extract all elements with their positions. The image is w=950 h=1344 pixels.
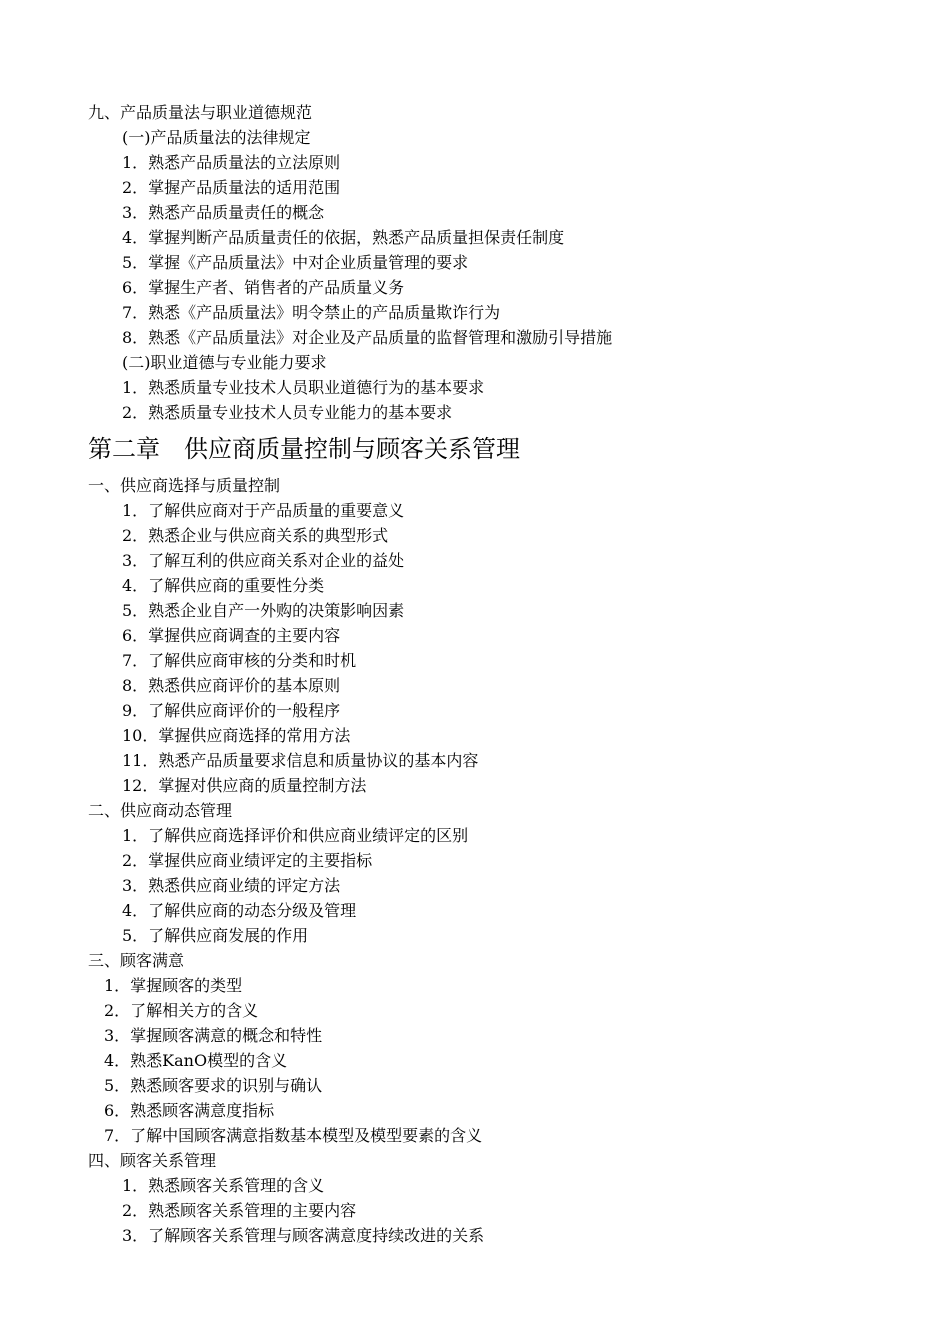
list-item: 2．熟悉企业与供应商关系的典型形式 (122, 526, 389, 545)
list-item: 5．熟悉顾客要求的识别与确认 (104, 1076, 323, 1095)
list-item: 3．熟悉供应商业绩的评定方法 (122, 876, 341, 895)
list-item: 2．掌握供应商业绩评定的主要指标 (122, 851, 373, 870)
list-item: 4．了解供应商的动态分级及管理 (122, 901, 357, 920)
list-item: 8．熟悉《产品质量法》对企业及产品质量的监督管理和激励引导措施 (122, 328, 613, 347)
list-item: 1．熟悉质量专业技术人员职业道德行为的基本要求 (122, 378, 485, 397)
list-item: 2．熟悉质量专业技术人员专业能力的基本要求 (122, 403, 453, 422)
list-item: 6．熟悉顾客满意度指标 (104, 1101, 275, 1120)
chapter-title: 第二章 供应商质量控制与顾客关系管理 (88, 435, 520, 463)
list-item: 6．掌握供应商调查的主要内容 (122, 626, 341, 645)
list-item: 4．掌握判断产品质量责任的依据，熟悉产品质量担保责任制度 (122, 228, 565, 247)
list-item: 8．熟悉供应商评价的基本原则 (122, 676, 341, 695)
list-item: 5．掌握《产品质量法》中对企业质量管理的要求 (122, 253, 469, 272)
subsection-heading: (二)职业道德与专业能力要求 (122, 353, 327, 372)
list-item: 1．熟悉顾客关系管理的含义 (122, 1176, 325, 1195)
list-item: 2．了解相关方的含义 (104, 1001, 259, 1020)
document-content (88, 100, 888, 1248)
list-item: 10．掌握供应商选择的常用方法 (122, 726, 351, 745)
list-item: 7．熟悉《产品质量法》明令禁止的产品质量欺诈行为 (122, 303, 501, 322)
list-item: 4．熟悉KanO模型的含义 (104, 1051, 288, 1070)
list-item: 5．了解供应商发展的作用 (122, 926, 309, 945)
section-heading: 一、供应商选择与质量控制 (88, 476, 281, 495)
list-item: 9．了解供应商评价的一般程序 (122, 701, 341, 720)
list-item: 7．了解供应商审核的分类和时机 (122, 651, 357, 670)
list-item: 2．熟悉顾客关系管理的主要内容 (122, 1201, 357, 1220)
list-item: 12．掌握对供应商的质量控制方法 (122, 776, 367, 795)
list-item: 2．掌握产品质量法的适用范围 (122, 178, 341, 197)
list-item: 7．了解中国顾客满意指数基本模型及模型要素的含义 (104, 1126, 483, 1145)
list-item: 1．了解供应商选择评价和供应商业绩评定的区别 (122, 826, 469, 845)
section-heading: 二、供应商动态管理 (88, 801, 233, 820)
list-item: 5．熟悉企业自产一外购的决策影响因素 (122, 601, 405, 620)
list-item: 3．了解顾客关系管理与顾客满意度持续改进的关系 (122, 1226, 485, 1245)
list-item: 3．掌握顾客满意的概念和特性 (104, 1026, 323, 1045)
list-item: 4．了解供应商的重要性分类 (122, 576, 325, 595)
list-item: 11．熟悉产品质量要求信息和质量协议的基本内容 (122, 751, 479, 770)
section-heading: 九、产品质量法与职业道德规范 (88, 103, 313, 122)
list-item: 1．掌握顾客的类型 (104, 976, 243, 995)
section-heading: 三、顾客满意 (88, 951, 185, 970)
list-item: 1．了解供应商对于产品质量的重要意义 (122, 501, 405, 520)
section-heading: 四、顾客关系管理 (88, 1151, 217, 1170)
list-item: 3．熟悉产品质量责任的概念 (122, 203, 325, 222)
list-item: 1．熟悉产品质量法的立法原则 (122, 153, 341, 172)
list-item: 3．了解互利的供应商关系对企业的益处 (122, 551, 405, 570)
subsection-heading: (一)产品质量法的法律规定 (122, 128, 311, 147)
list-item: 6．掌握生产者、销售者的产品质量义务 (122, 278, 405, 297)
